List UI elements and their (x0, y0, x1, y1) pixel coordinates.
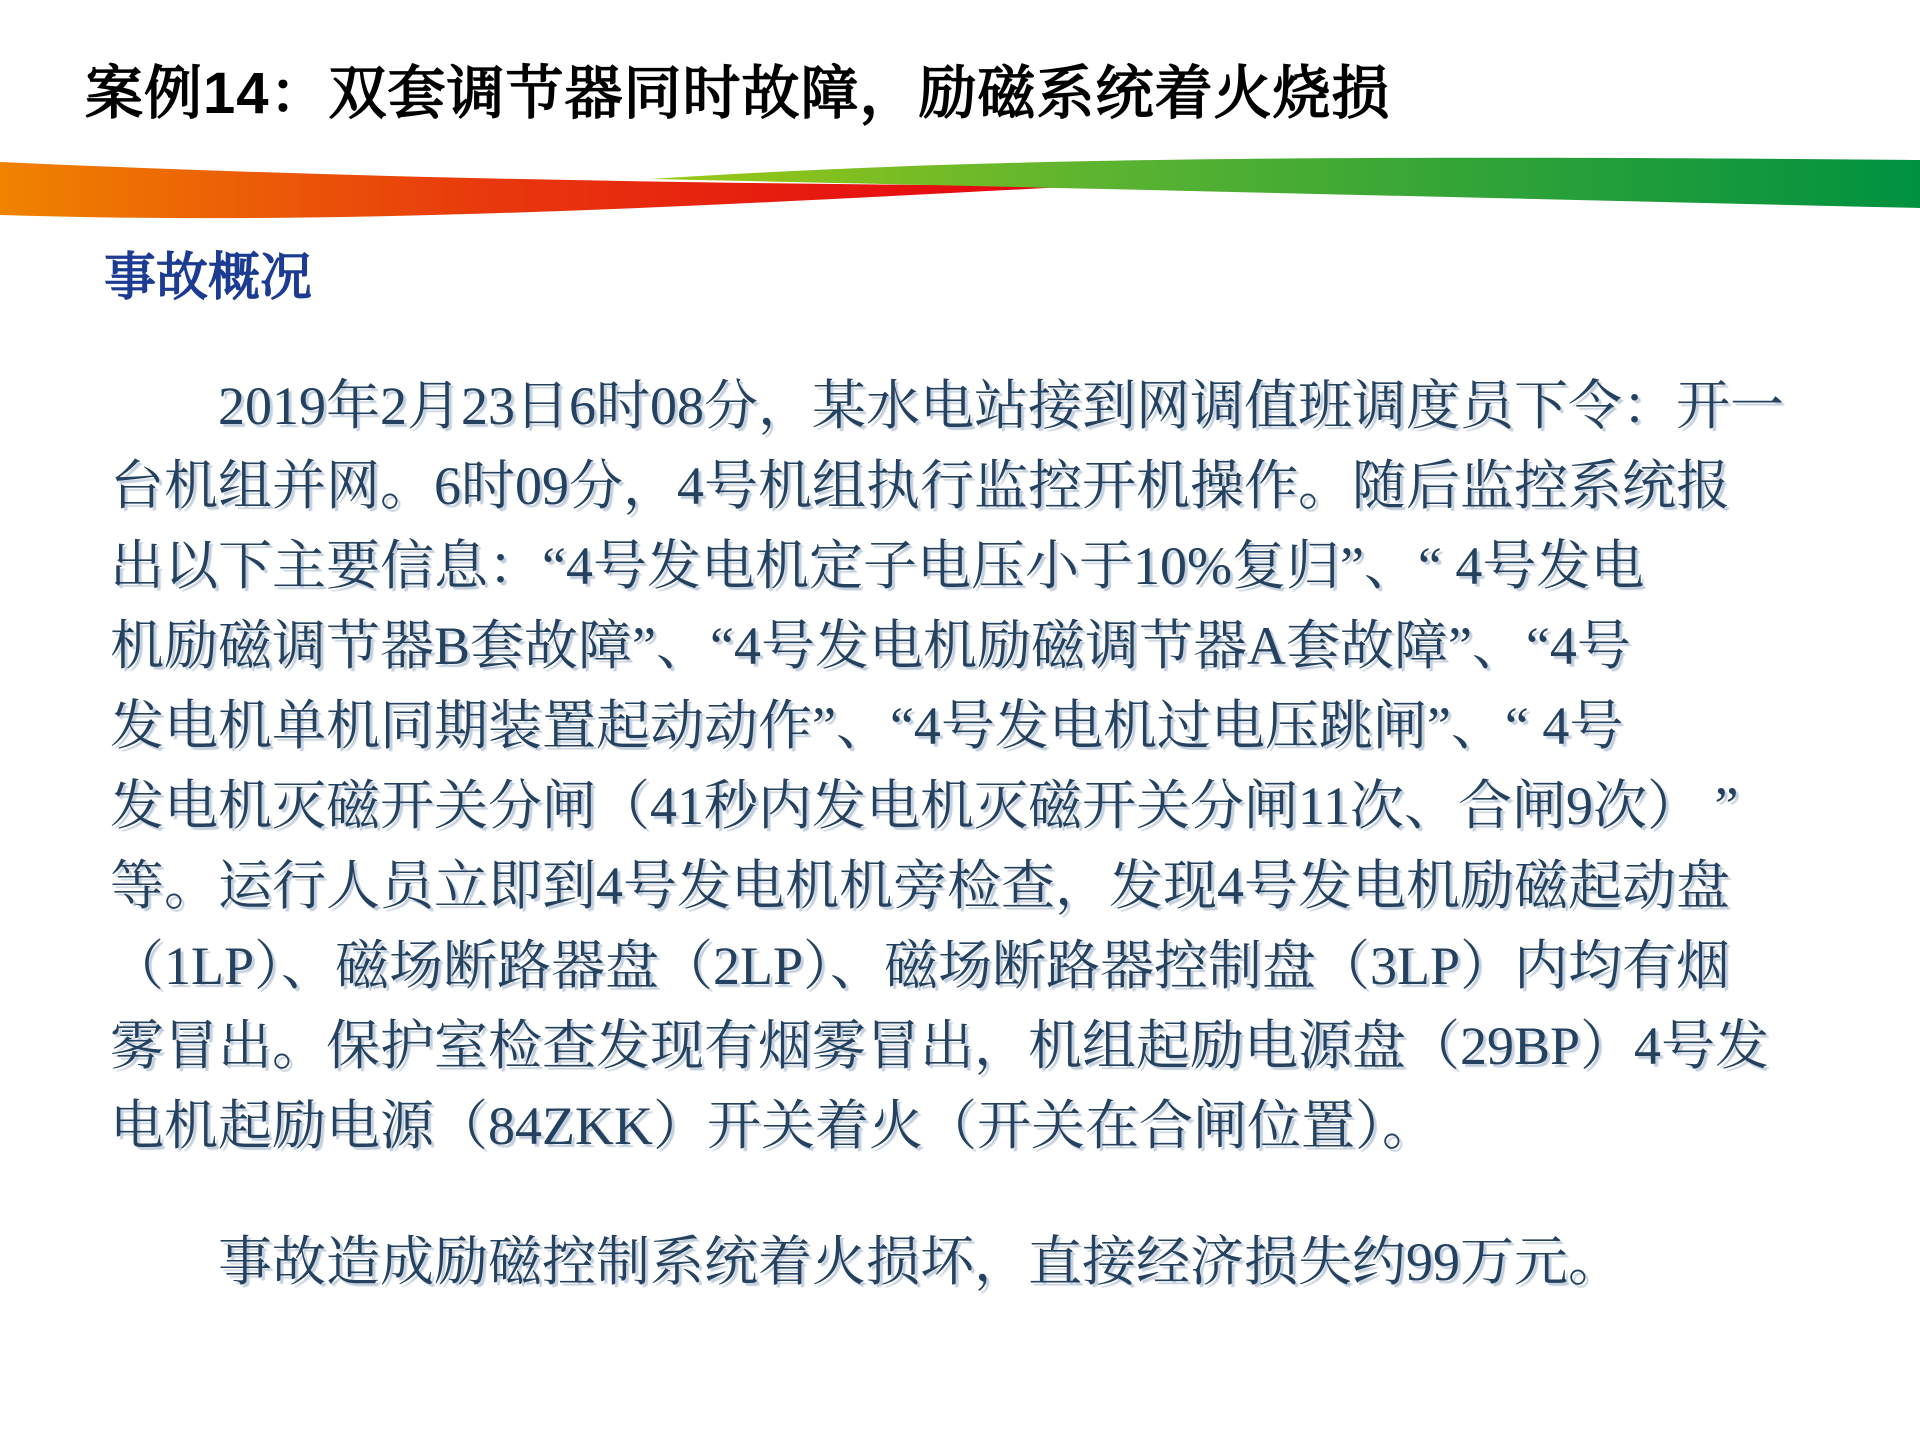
body-text-block (110, 366, 1784, 1302)
body-text-line: 等。运行人员立即到4号发电机机旁检查，发现4号发电机励磁起动盘 (110, 856, 1730, 916)
body-text-line: 电机起励电源（84ZKK）开关着火（开关在合闸位置）。 (110, 1096, 1436, 1156)
body-text-line: 2019年2月23日6时08分，某水电站接到网调值班调度员下令：开一 (218, 376, 1784, 436)
decorative-wave-ribbon (0, 126, 1920, 234)
economic-loss-paragraph: 事故造成励磁控制系统着火损坏，直接经济损失约99万元。 (218, 1232, 1622, 1292)
body-text-line: 雾冒出。保护室检查发现有烟雾冒出，机组起励电源盘（29BP）4号发 (110, 1016, 1770, 1076)
wave-green-ribbon (650, 158, 1920, 208)
section-heading: 事故概况 (104, 249, 313, 307)
body-text-line: 台机组并网。6时09分，4号机组执行监控开机操作。随后监控系统报 (110, 456, 1730, 516)
body-text-line: 出以下主要信息：“4号发电机定子电压小于10%复归”、“ 4号发电 (110, 536, 1645, 596)
body-text-line: 发电机单机同期装置起动动作”、“4号发电机过电压跳闸”、“ 4号 (110, 696, 1624, 756)
body-text-line: 发电机灭磁开关分闸（41秒内发电机灭磁开关分闸11次、合闸9次） ” (110, 776, 1739, 836)
body-text-line: （1LP）、磁场断路器盘（2LP）、磁场断路器控制盘（3LP）内均有烟 (110, 936, 1731, 996)
incident-overview-paragraph (110, 366, 1784, 1166)
slide-title: 案例14：双套调节器同时故障，励磁系统着火烧损 (85, 61, 1391, 126)
body-text-line: 机励磁调节器B套故障”、“4号发电机励磁调节器A套故障”、“4号 (110, 616, 1631, 676)
